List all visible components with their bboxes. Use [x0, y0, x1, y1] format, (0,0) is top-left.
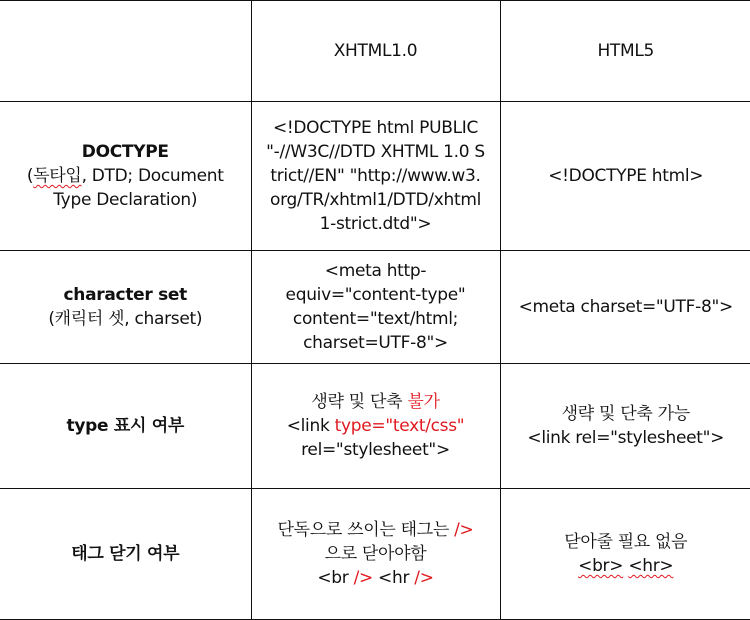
html5-type-cell: 생략 및 단축 가능 <link rel="stylesheet"> — [500, 364, 750, 489]
table-row-closing — [0, 489, 750, 620]
row-label-closing: 태그 닫기 여부 — [0, 489, 251, 620]
html5-closing-cell: 닫아줄 필요 없음 <br> <hr> — [500, 489, 750, 620]
row-label-charset — [0, 251, 251, 364]
header-row — [0, 1, 750, 102]
header-html5: HTML5 — [500, 1, 750, 102]
highlight-text: type="text/css" — [334, 416, 465, 436]
table-row-charset — [0, 251, 750, 364]
highlight-text: 불가 — [407, 392, 440, 412]
row-label-doctype — [0, 102, 251, 251]
header-xhtml: XHTML1.0 — [251, 1, 500, 102]
highlight-text: /> — [454, 520, 474, 540]
html5-doctype-cell: <!DOCTYPE html> — [500, 102, 750, 251]
highlight-text: /> — [353, 568, 373, 588]
html5-charset-cell: <meta charset="UTF-8"> — [500, 251, 750, 364]
table-row-doctype — [0, 102, 750, 251]
xhtml-doctype-cell: <!DOCTYPE html PUBLIC "-//W3C//DTD XHTML 1.0 Strict//EN" "http://www.w3.org/TR/xhtml1/DTD/xhtml1-strict.dtd"> — [251, 102, 500, 251]
spellcheck-underlined-word: <hr> — [628, 556, 674, 576]
row-label-sub: (독타입, DTD; Document Type Declaration) — [26, 166, 224, 210]
xhtml-closing-cell: 단독으로 쓰이는 태그는 /> 으로 닫아야함 <br /> <hr /> — [251, 489, 500, 620]
spellcheck-underlined-word: <br> — [578, 556, 624, 576]
row-label-type: type 표시 여부 — [0, 364, 251, 489]
xhtml-type-cell: 생략 및 단축 불가 <link type="text/css" rel="stylesheet"> — [251, 364, 500, 489]
row-label-main: character set — [63, 285, 187, 305]
row-label-main: DOCTYPE — [81, 142, 169, 162]
xhtml-charset-cell: <meta http-equiv="content-type" content="text/html; charset=UTF-8"> — [251, 251, 500, 364]
spellcheck-underlined-word: 독타입 — [33, 166, 82, 186]
row-label-sub: (캐릭터 셋, charset) — [48, 309, 203, 329]
highlight-text: /> — [414, 568, 434, 588]
header-empty-cell — [0, 1, 251, 102]
table-row-type — [0, 364, 750, 489]
